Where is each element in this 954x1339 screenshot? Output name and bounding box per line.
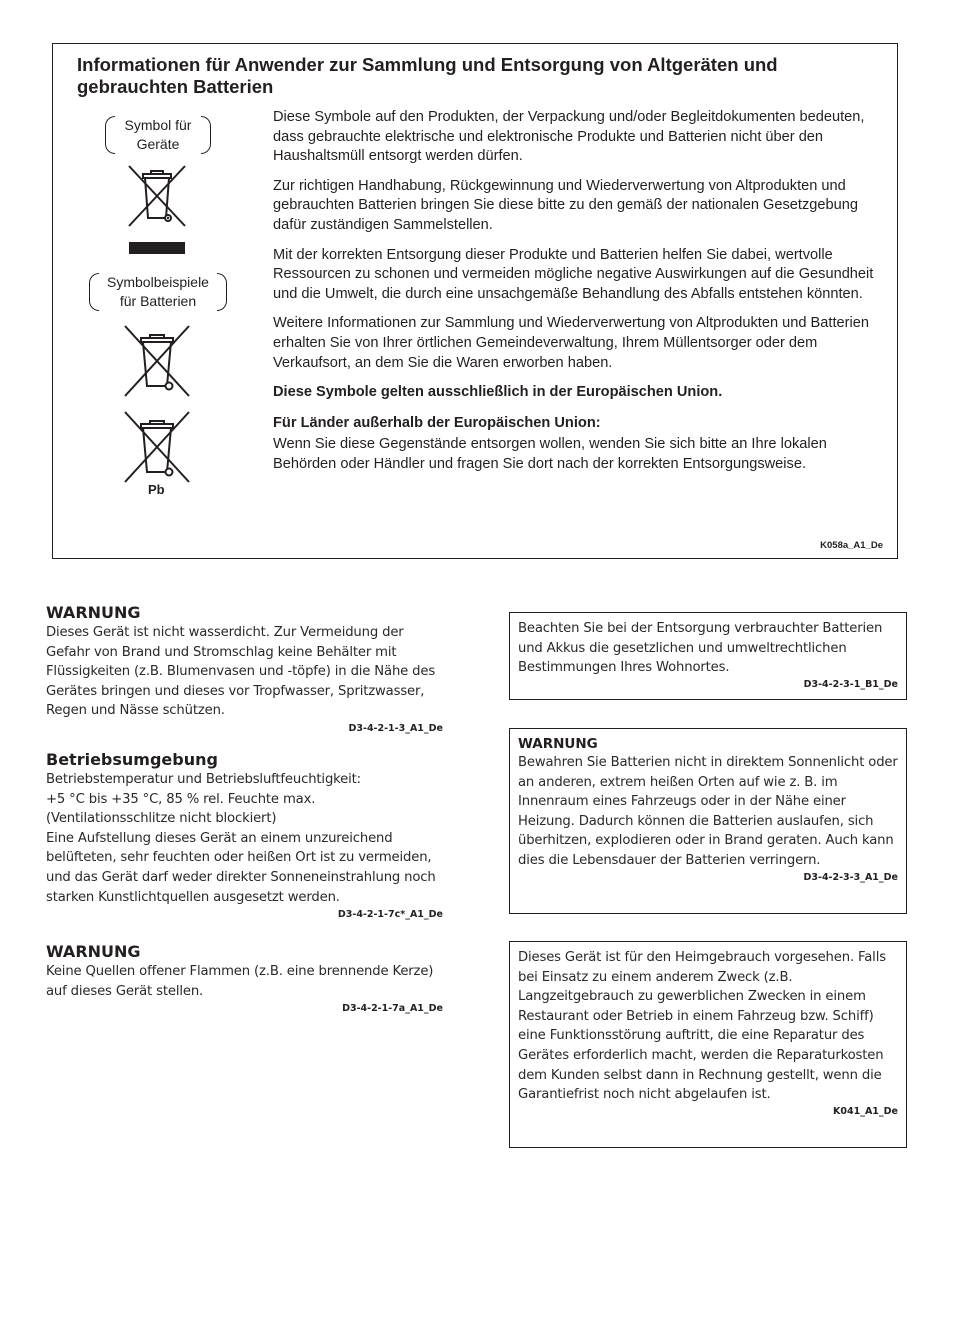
weee-title: Informationen für Anwender zur Sammlung und Entsorgung von Altgeräten und gebrauchten Batterien <box>77 54 778 97</box>
weee-text <box>273 108 885 485</box>
environment-line-1: Betriebstemperatur und Betriebsluftfeuchtigkeit: <box>46 771 361 787</box>
weee-paragraph-2: Zur richtigen Handhabung, Rückgewinnung und Wiederverwertung von Altprodukten und gebrauchten Batterien bringen Sie diese bitte zu den gemäß der nationalen Gesetzgebung dafür zuständigen Sammelstellen. <box>273 177 858 233</box>
symbol-devices-caption <box>105 116 211 156</box>
battery-bin-icon <box>123 324 191 398</box>
environment-heading: Betriebsumgebung <box>46 749 218 769</box>
home-use-box <box>509 941 907 1148</box>
warning-water-text: Dieses Gerät ist nicht wasserdicht. Zur Vermeidung der Gefahr von Brand und Stromschlag keine Behälter mit Flüssigkeiten (z.B. Blumenvasen und -töpfe) in die Nähe des Gerätes bringen und dieses vor Tropfwasser, Spritzwasser, Regen und Nässe schützen. <box>46 625 436 719</box>
outside-eu-heading: Für Länder außerhalb der Europäischen Union: <box>273 414 601 431</box>
home-use-text: Dieses Gerät ist für den Heimgebrauch vorgesehen. Falls bei Einsatz zu einem anderem Zweck (z.B. Langzeitgebrauch zu gewerblichen Zwecken in einem Restaurant oder Betrieb in einem Fahrzeug bzw. Schiff) eine Funktionsstörung auftritt, die eine Reparatur des Gerätes erforderlich macht, werden die Reparaturkosten dem Kunden selbst dann in Rechnung gestellt, wenn die Garantiefrist noch nicht abgelaufen ist. <box>518 950 886 1103</box>
weee-paragraph-1: Diese Symbole auf den Produkten, der Verpackung und/oder Begleitdokumenten bedeuten, dass gebrauchte elektrische und elektronische Produkte und Batterien nicht über den Haushaltsmüll entsorgt werden dürfen. <box>273 109 865 165</box>
warning-water-heading: WARNUNG <box>46 603 141 622</box>
environment-section <box>46 750 443 920</box>
environment-line-3: (Ventilationsschlitze nicht blockiert) <box>46 811 277 827</box>
pb-label: Pb <box>148 482 165 497</box>
left-column <box>46 603 443 1014</box>
symbol-batteries-caption-text: Symbolbeispiele für Batterien <box>107 274 209 309</box>
battery-warning-box <box>509 728 907 914</box>
weee-code: K058a_A1_De <box>820 540 883 551</box>
home-use-code: K041_A1_De <box>833 1105 898 1117</box>
symbol-devices-caption-text: Symbol für Geräte <box>124 117 192 152</box>
weee-paragraph-3: Mit der korrekten Entsorgung dieser Produkte und Batterien helfen Sie dabei, wertvolle Ressourcen zu schonen und vermeiden mögliche negative Auswirkungen auf die Gesundheit und die Umwelt, die durch eine unsachgemäße Behandlung des Abfalls entstehen könnten. <box>273 246 874 302</box>
battery-disposal-text: Beachten Sie bei der Entsorgung verbrauchter Batterien und Akkus die gesetzlichen und umweltrechtlichen Bestimmungen Ihres Wohnortes. <box>518 621 883 676</box>
black-bar <box>129 242 185 254</box>
warning-flames-text: Keine Quellen offener Flammen (z.B. eine brennende Kerze) auf dieses Gerät stellen. <box>46 964 434 999</box>
outside-eu-text: Wenn Sie diese Gegenstände entsorgen wollen, wenden Sie sich bitte an Ihre lokalen Behörden oder Händler und fragen Sie dort nach der korrekten Entsorgungsweise. <box>273 436 827 472</box>
weee-paragraph-4: Weitere Informationen zur Sammlung und Wiederverwertung von Altprodukten und Batterien erhalten Sie von Ihrer örtlichen Gemeindeverwaltung, Ihrem Müllentsorger oder dem Verkaufsort, an dem Sie die Waren erworben haben. <box>273 315 869 371</box>
environment-code: D3-4-2-1-7c*_A1_De <box>337 909 443 921</box>
battery-disposal-code: D3-4-2-3-1_B1_De <box>803 678 898 690</box>
warning-flames-heading: WARNUNG <box>46 942 141 962</box>
symbol-batteries-caption <box>89 273 227 313</box>
warning-flames-section <box>46 942 443 1014</box>
warning-water-section <box>46 603 443 734</box>
eu-only-note: Diese Symbole gelten ausschließlich in der Europäischen Union. <box>273 384 723 401</box>
environment-text: Eine Aufstellung dieses Gerät an einem unzureichend belüfteten, sehr feuchten oder heißen Ort ist zu vermeiden, und das Gerät darf weder direkter Sonneneinstrahlung noch starken Kunstlichtquellen ausgesetzt werden. <box>46 830 436 905</box>
warning-flames-code: D3-4-2-1-7a_A1_De <box>342 1003 443 1015</box>
warning-water-code: D3-4-2-1-3_A1_De <box>348 722 443 734</box>
battery-disposal-box <box>509 612 907 700</box>
battery-warning-text: Bewahren Sie Batterien nicht in direktem Sonnenlicht oder an anderen, extrem heißen Orten auf wie z. B. im Innenraum eines Fahrzeugs oder in der Nähe einer Heizung. Dadurch können die Batterien auslaufen, sich überhitzen, explodieren oder in Brand geraten. Auch kann dies die Lebensdauer der Batterien verringern. <box>518 755 898 868</box>
environment-line-2: +5 °C bis +35 °C, 85 % rel. Feuchte max. <box>46 791 316 807</box>
battery-warning-code: D3-4-2-3-3_A1_De <box>803 871 898 883</box>
battery-warning-heading: WARNUNG <box>518 736 598 752</box>
battery-bin-pb-icon <box>123 410 191 484</box>
weee-info-box <box>52 43 898 559</box>
crossed-out-bin-icon <box>125 162 189 230</box>
